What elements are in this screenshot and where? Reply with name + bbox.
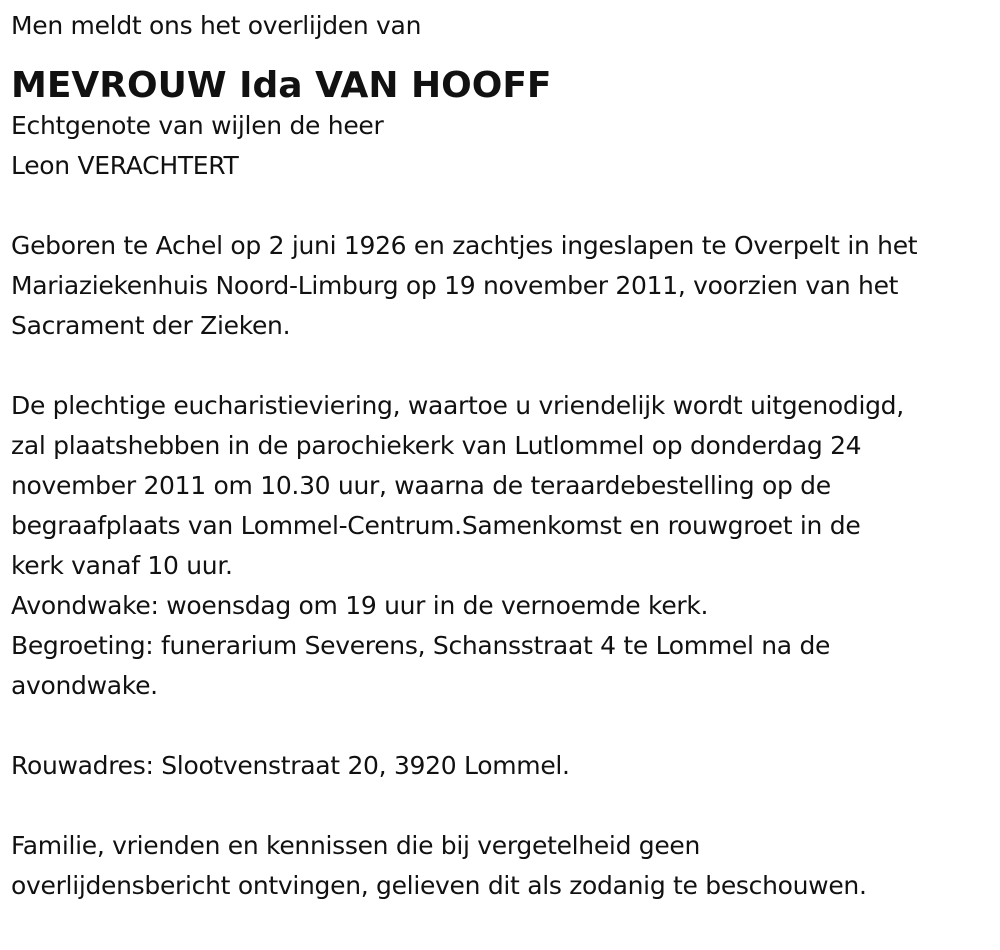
ceremony-line: begraafplaats van Lommel-Centrum.Samenkomst en rouwgroet in de xyxy=(11,511,861,540)
birth-line: Geboren te Achel op 2 juni 1926 en zachtjes ingeslapen te Overpelt in het xyxy=(11,231,918,260)
paragraph-gap xyxy=(11,706,996,746)
spouse-line: Echtgenote van wijlen de heer xyxy=(11,111,384,140)
spouse-line: Leon VERACHTERT xyxy=(11,151,239,180)
mourning-address: Rouwadres: Slootvenstraat 20, 3920 Lommel. xyxy=(11,751,570,780)
greeting-line: Begroeting: funerarium Severens, Schansstraat 4 te Lommel na de xyxy=(11,631,831,660)
wake-line: Avondwake: woensdag om 19 uur in de vernoemde kerk. xyxy=(11,591,709,620)
ceremony-line: De plechtige eucharistieviering, waartoe u vriendelijk wordt uitgenodigd, xyxy=(11,391,904,420)
intro-text: Men meldt ons het overlijden van xyxy=(11,11,422,40)
closing-line: overlijdensbericht ontvingen, gelieven dit als zodanig te beschouwen. xyxy=(11,871,867,900)
greeting-line: avondwake. xyxy=(11,671,158,700)
deceased-name: MEVROUW Ida VAN HOOFF xyxy=(11,65,552,106)
ceremony-line: november 2011 om 10.30 uur, waarna de teraardebestelling op de xyxy=(11,471,831,500)
ceremony-line: kerk vanaf 10 uur. xyxy=(11,551,233,580)
birth-line: Mariaziekenhuis Noord-Limburg op 19 november 2011, voorzien van het xyxy=(11,271,899,300)
ceremony-line: zal plaatshebben in de parochiekerk van Lutlommel op donderdag 24 xyxy=(11,431,862,460)
paragraph-gap xyxy=(11,186,996,226)
closing-paragraph xyxy=(11,826,996,906)
birth-paragraph xyxy=(11,226,996,346)
spouse-block xyxy=(11,106,996,186)
closing-line: Familie, vrienden en kennissen die bij vergetelheid geen xyxy=(11,831,701,860)
paragraph-gap xyxy=(11,786,996,826)
paragraph-gap xyxy=(11,346,996,386)
obituary-notice xyxy=(11,6,996,906)
ceremony-paragraph xyxy=(11,386,996,706)
birth-line: Sacrament der Zieken. xyxy=(11,311,291,340)
